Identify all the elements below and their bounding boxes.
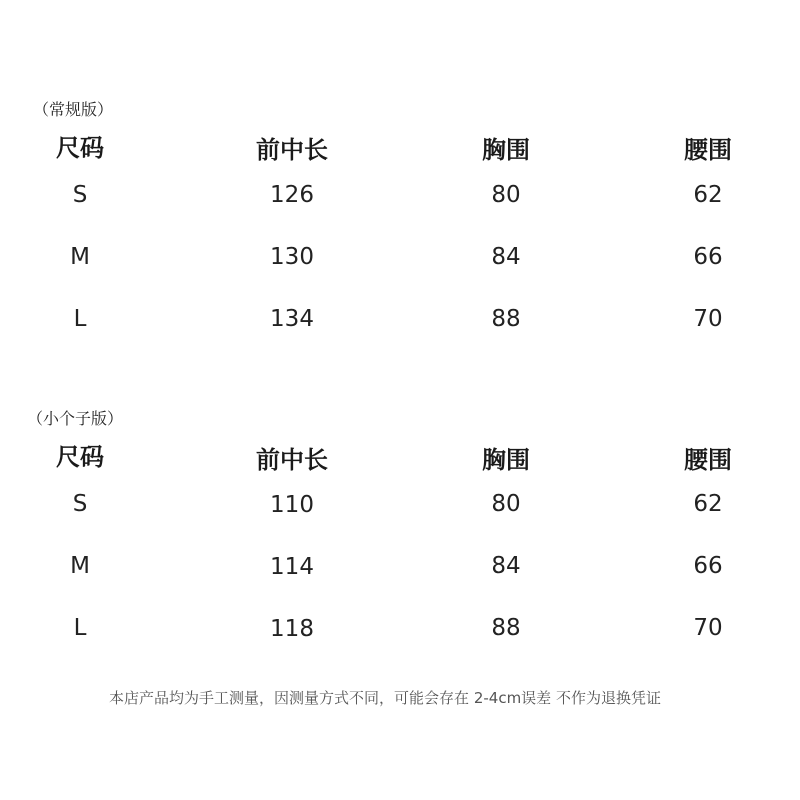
section-label-regular: （常规版） — [33, 100, 114, 119]
table-cell-front-length: 118 — [270, 616, 314, 642]
table-cell-chest: 80 — [491, 491, 521, 517]
table-cell-front-length: 126 — [270, 182, 314, 208]
table-cell-front-length: 130 — [270, 244, 314, 270]
column-header-chest: 胸围 — [482, 446, 530, 474]
section-label-petite: （小个子版） — [27, 409, 124, 428]
table-cell-front-length: 114 — [270, 554, 314, 580]
column-header-chest: 胸围 — [482, 136, 530, 164]
table-cell-chest: 88 — [491, 306, 521, 332]
table-cell-waist: 62 — [693, 182, 723, 208]
table-cell-chest: 84 — [491, 244, 521, 270]
table-cell-front-length: 110 — [270, 492, 314, 518]
column-header-size: 尺码 — [56, 134, 104, 162]
table-cell-chest: 88 — [491, 615, 521, 641]
table-cell-waist: 62 — [693, 491, 723, 517]
table-cell-size: L — [73, 306, 87, 332]
column-header-waist: 腰围 — [684, 136, 732, 164]
table-cell-waist: 66 — [693, 244, 723, 270]
table-cell-chest: 84 — [491, 553, 521, 579]
column-header-waist: 腰围 — [684, 446, 732, 474]
column-header-front-length: 前中长 — [256, 446, 328, 474]
table-cell-chest: 80 — [491, 182, 521, 208]
table-cell-waist: 70 — [693, 615, 723, 641]
table-cell-size: S — [72, 491, 88, 517]
column-header-size: 尺码 — [56, 443, 104, 471]
table-cell-size: M — [70, 553, 90, 579]
measurement-disclaimer: 本店产品均为手工测量，因测量方式不同，可能会存在 2-4cm误差 不作为退换凭证 — [109, 689, 661, 707]
table-cell-front-length: 134 — [270, 306, 314, 332]
table-cell-size: S — [72, 182, 88, 208]
table-cell-waist: 70 — [693, 306, 723, 332]
table-cell-waist: 66 — [693, 553, 723, 579]
table-cell-size: L — [73, 615, 87, 641]
column-header-front-length: 前中长 — [256, 136, 328, 164]
table-cell-size: M — [70, 244, 90, 270]
